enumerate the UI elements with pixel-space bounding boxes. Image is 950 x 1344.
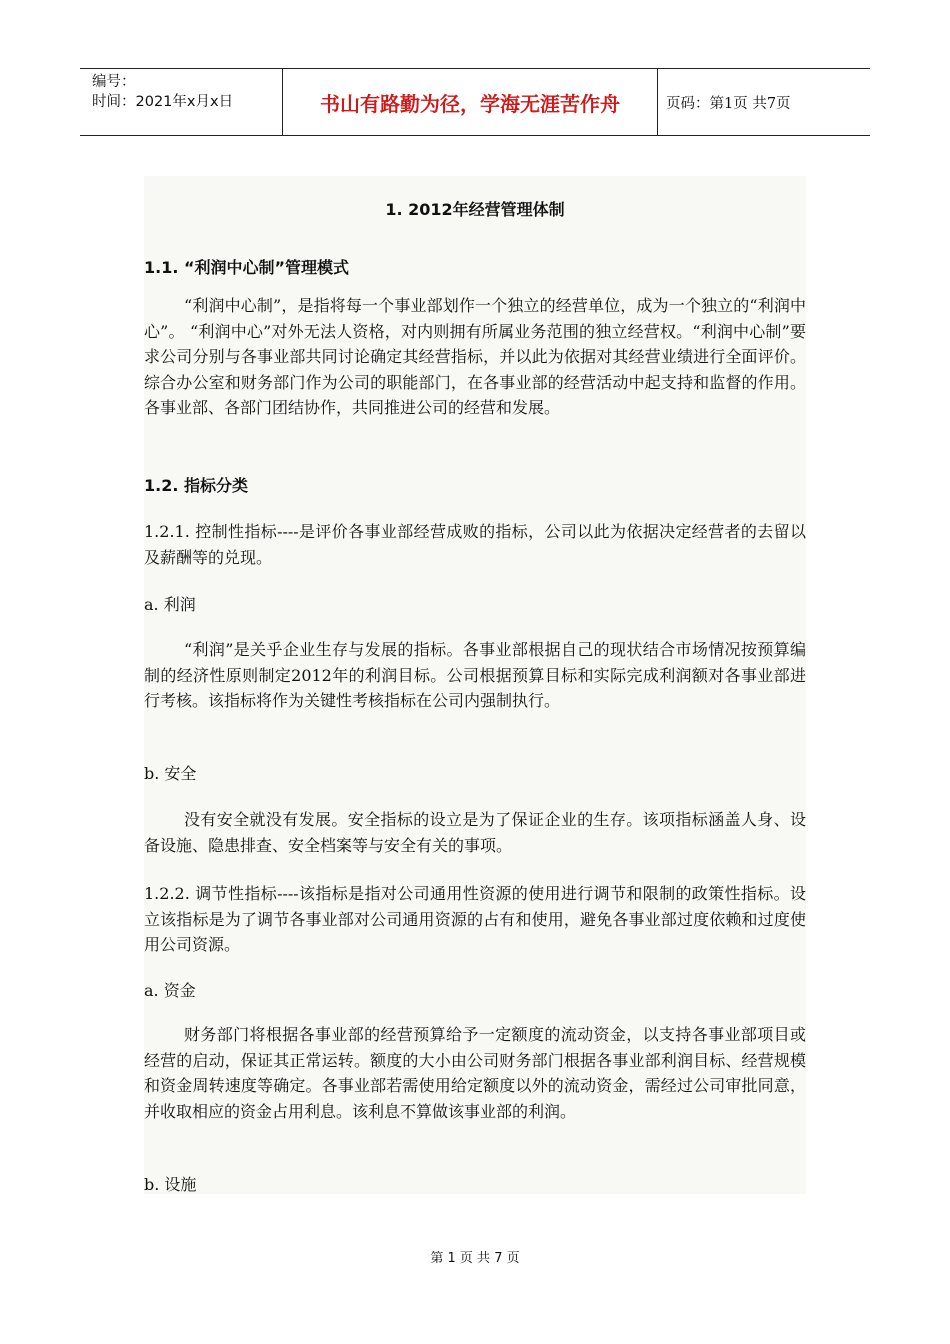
page-header — [80, 68, 870, 136]
item-a-profit: a. 利润 — [144, 595, 196, 614]
document-title: 1. 2012年经营管理体制 — [385, 200, 565, 219]
section-1-1-paragraph: “利润中心制”，是指将每一个事业部划作一个独立的经营单位，成为一个独立的“利润中心”。 “利润中心”对外无法人资格，对内则拥有所属业务范围的独立经营权。“利润中心制”要求公司分别与各事业部共同讨论确定其经营指标，并以此为依据对其经营业绩进行全面评价。综合办公室和财务部门作为公司的职能部门，在各事业部的经营活动中起支持和监督的作用。各事业部、各部门团结协作，共同推进公司的经营和发展。 — [144, 296, 806, 417]
funds-paragraph: 财务部门将根据各事业部的经营预算给予一定额度的流动资金，以支持各事业部项目或经营的启动，保证其正常运转。额度的大小由公司财务部门根据各事业部利润目标、经营规模和资金周转速度等确定。各事业部若需使用给定额度以外的流动资金，需经过公司审批同意，并收取相应的资金占用利息。该利息不算做该事业部的利润。 — [144, 1025, 806, 1121]
section-1-2-heading: 1.2. 指标分类 — [144, 476, 248, 495]
page-footer: 第 1 页 共 7 页 — [430, 1251, 520, 1266]
section-1-1-heading: 1.1. “利润中心制”管理模式 — [144, 258, 350, 277]
section-1-2-1-paragraph: 1.2.1. 控制性指标----是评价各事业部经营成败的指标，公司以此为依据决定经营者的去留以及薪酬等的兑现。 — [144, 522, 806, 567]
item-a-funds: a. 资金 — [144, 981, 196, 1000]
profit-paragraph: “利润”是关乎企业生存与发展的指标。各事业部根据自己的现状结合市场情况按预算编制的经济性原则制定2012年的利润目标。公司根据预算目标和实际完成利润额对各事业部进行考核。该指标将作为关键性考核指标在公司内强制执行。 — [144, 640, 806, 710]
header-meta — [80, 69, 282, 135]
document-number-label: 编号： — [92, 74, 136, 90]
header-motto: 书山有路勤为径，学海无涯苦作舟 — [282, 69, 658, 135]
document-body — [144, 176, 806, 1194]
document-time-label: 时间：2021年x月x日 — [92, 94, 234, 110]
item-b-facilities: b. 设施 — [144, 1175, 197, 1194]
item-b-safety: b. 安全 — [144, 764, 197, 783]
header-page-info: 页码：第1页 共7页 — [666, 95, 791, 112]
section-1-2-2-paragraph: 1.2.2. 调节性指标----该指标是指对公司通用性资源的使用进行调节和限制的政策性指标。设立该指标是为了调节各事业部对公司通用资源的占有和使用，避免各事业部过度依赖和过度使用公司资源。 — [144, 884, 806, 954]
safety-paragraph: 没有安全就没有发展。安全指标的设立是为了保证企业的生存。该项指标涵盖人身、设备设施、隐患排查、安全档案等与安全有关的事项。 — [144, 810, 806, 855]
